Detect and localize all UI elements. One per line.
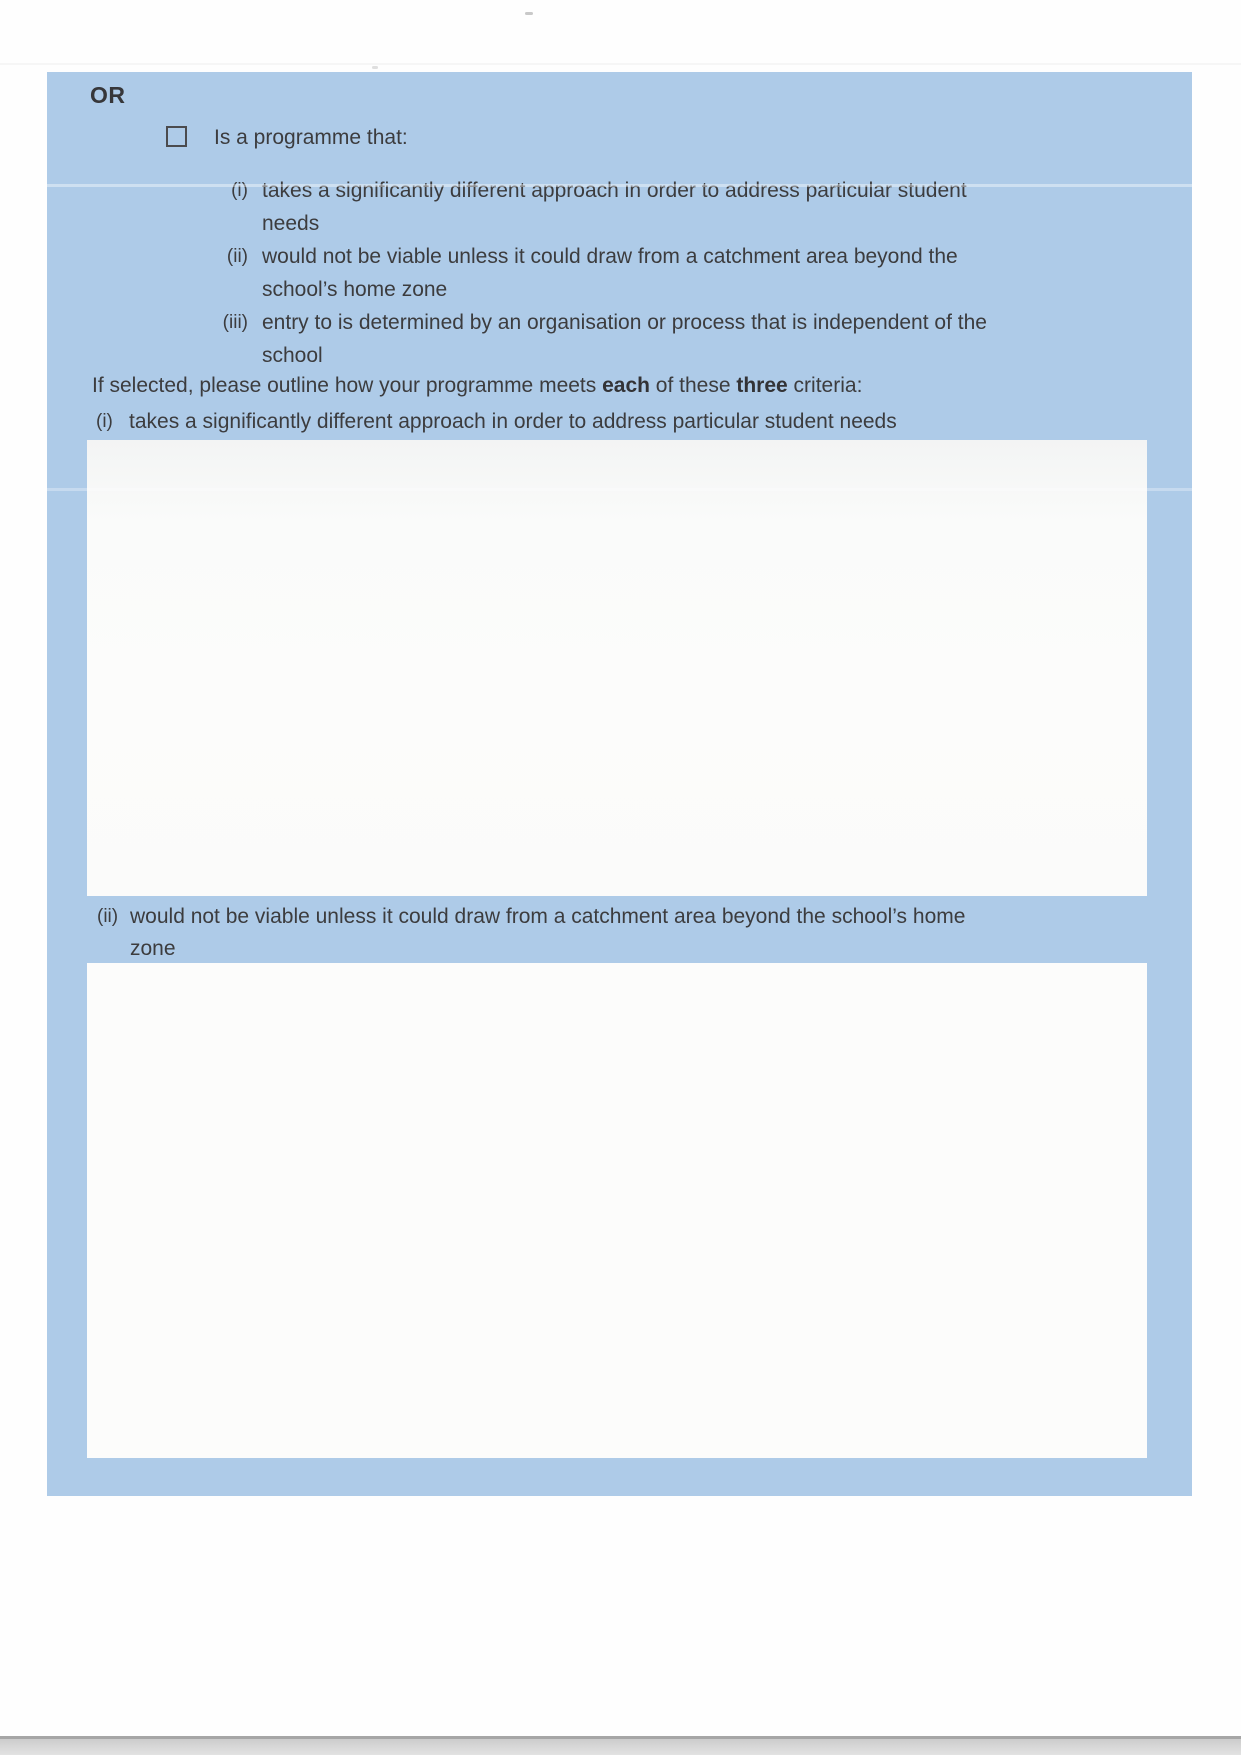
criteria-item-ii	[47, 240, 1147, 306]
criteria-text-line: needs	[262, 212, 320, 235]
criteria-item-text	[262, 306, 987, 372]
criterion-prompt-line: takes a significantly different approach in order to address particular student needs	[129, 410, 897, 433]
criteria-text-line: would not be viable unless it could draw from a catchment area beyond the	[262, 245, 958, 268]
scan-artifact-speck	[372, 66, 378, 69]
criterion-prompt-marker: (ii)	[97, 906, 119, 927]
instruction-segment: criteria:	[787, 374, 863, 397]
criterion-prompt-i	[96, 406, 897, 438]
page-edge-scan-bar	[0, 1736, 1241, 1755]
criterion-prompt-text	[129, 406, 897, 438]
instruction-segment: of these	[649, 374, 737, 397]
criteria-item-iii	[47, 306, 1147, 372]
criteria-item-i	[47, 174, 1147, 240]
criteria-item-marker: (ii)	[226, 246, 248, 267]
programme-criteria-section	[47, 72, 1192, 1496]
instruction-bold-three: three	[736, 374, 788, 397]
criteria-item-marker: (iii)	[222, 312, 248, 333]
criteria-text-line: school	[262, 344, 323, 367]
or-heading: OR	[90, 82, 126, 108]
criterion-prompt-marker: (i)	[96, 411, 113, 432]
instruction-bold-each: each	[602, 374, 650, 397]
criterion-prompt-ii	[97, 901, 965, 965]
criteria-list	[47, 174, 1147, 372]
criteria-text-line: entry to is determined by an organisation or process that is independent of the	[262, 311, 987, 334]
criterion-prompt-text	[130, 901, 965, 965]
instruction-segment: If selected, please outline how your programme meets	[92, 374, 603, 397]
instruction-text	[92, 374, 862, 398]
criterion-prompt-line: zone	[130, 937, 176, 960]
answer-box-criterion-ii[interactable]	[87, 963, 1147, 1458]
criteria-item-marker: (i)	[231, 180, 248, 201]
criteria-item-text	[262, 174, 967, 240]
criteria-text-line: school’s home zone	[262, 278, 448, 301]
scan-artifact-speck	[525, 12, 533, 15]
criteria-item-text	[262, 240, 958, 306]
programme-checkbox-label: Is a programme that:	[214, 126, 408, 149]
programme-checkbox[interactable]	[166, 126, 187, 147]
criteria-text-line: takes a significantly different approach in order to address particular student	[262, 179, 967, 202]
answer-box-criterion-i[interactable]	[87, 440, 1147, 896]
scan-artifact-streak	[0, 63, 1241, 65]
criterion-prompt-line: would not be viable unless it could draw from a catchment area beyond the school’s home	[130, 905, 966, 928]
